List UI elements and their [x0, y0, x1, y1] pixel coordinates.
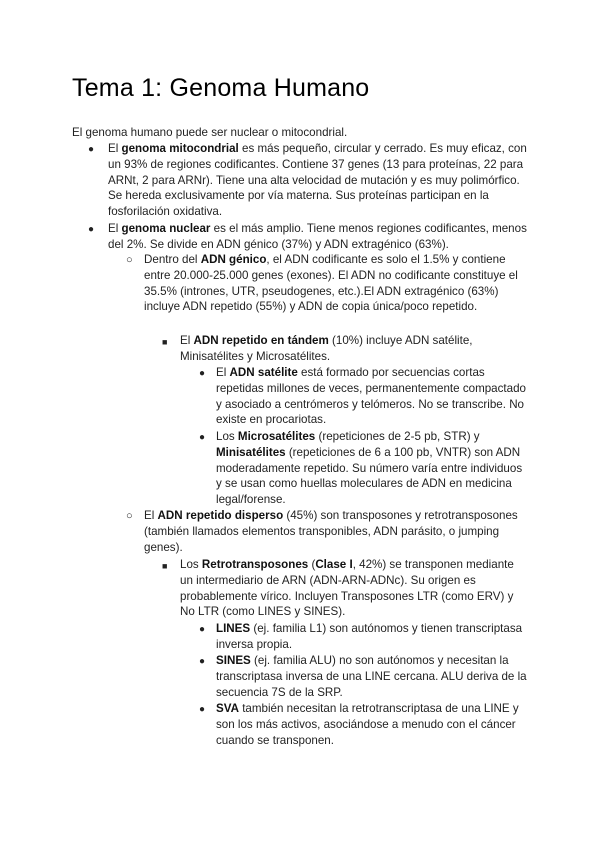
- list-item-adn-genico: Dentro del ADN génico, el ADN codificante es solo el 1.5% y contiene entre 20.000-25.000 genes (exones). El ADN no codificante constituye el 35.5% (intrones, UTR, pseudogenes, etc.).El ADN extragénico (63%) incluye ADN repetido (55%) y ADN de copia única/poco repetido.: [144, 253, 518, 314]
- square-bullet-icon: ■: [162, 337, 168, 347]
- disc-bullet-icon: ●: [199, 432, 206, 443]
- list-item-mitochondrial: El genoma mitocondrial es más pequeño, circular y cerrado. Es muy eficaz, con un 93% de regiones codificantes. Contiene 37 genes (13 para proteínas, 22 para ARNt, 2 para ARNr). Tiene una alta velocidad de mutación y es muy polimórfico. Se hereda exclusivamente por vía materna. Sus proteínas participan en la fosforilación oxidativa.: [108, 142, 527, 219]
- list-item-sva: SVA también necesitan la retrotranscriptasa de una LINE y son los más activos, asociándose a menudo con el cáncer cuando se transponen.: [216, 702, 519, 747]
- list-item-adn-tandem: El ADN repetido en tándem (10%) incluye ADN satélite, Minisatélites y Microsatélites.: [180, 334, 473, 363]
- disc-bullet-icon: ●: [88, 144, 95, 155]
- disc-bullet-icon: ●: [199, 656, 206, 667]
- disc-bullet-icon: ●: [88, 224, 95, 235]
- list-item-adn-satelite: El ADN satélite está formado por secuencias cortas repetidas millones de veces, permanentemente compactado y asociado a centrómeros y telómeros. No se transcribe. No existe en procariotas.: [216, 366, 526, 427]
- disc-bullet-icon: ●: [199, 704, 206, 715]
- intro-paragraph: El genoma humano puede ser nuclear o mitocondrial.: [72, 126, 348, 139]
- list-item-microsatelites: Los Microsatélites (repeticiones de 2-5 pb, STR) y Minisatélites (repeticiones de 6 a 100 pb, VNTR) son ADN moderadamente repetido. Su número varía entre individuos y se usan como huellas moleculares de ADN en medicina legal/forense.: [216, 430, 523, 507]
- square-bullet-icon: ■: [162, 561, 168, 571]
- disc-bullet-icon: ●: [199, 624, 206, 635]
- list-item-nuclear: El genoma nuclear es el más amplio. Tiene menos regiones codificantes, menos del 2%. Se divide en ADN génico (37%) y ADN extragénico (63%).: [108, 222, 527, 251]
- list-item-lines: LINES (ej. familia L1) son autónomos y tienen transcriptasa inversa propia.: [216, 622, 523, 651]
- document-title: Tema 1: Genoma Humano: [72, 74, 370, 102]
- circle-bullet-icon: ○: [126, 510, 133, 522]
- list-item-adn-disperso: El ADN repetido disperso (45%) son transposones y retrotransposones (también llamados elementos transponibles, ADN parásito, o jumping genes).: [144, 509, 518, 554]
- list-item-sines: SINES (ej. familia ALU) no son autónomos y necesitan la transcriptasa inversa de una LINE cercana. ALU deriva de la secuencia 7S de la SRP.: [216, 654, 527, 699]
- disc-bullet-icon: ●: [199, 368, 206, 379]
- circle-bullet-icon: ○: [126, 254, 133, 266]
- list-item-retrotransposones: Los Retrotransposones (Clase I, 42%) se transponen mediante un intermediario de ARN (ADN-ARN-ADNc). Su origen es probablemente vírico. Incluyen Transposones LTR (como ERV) y No LTR (como LINES y SINES).: [180, 558, 514, 619]
